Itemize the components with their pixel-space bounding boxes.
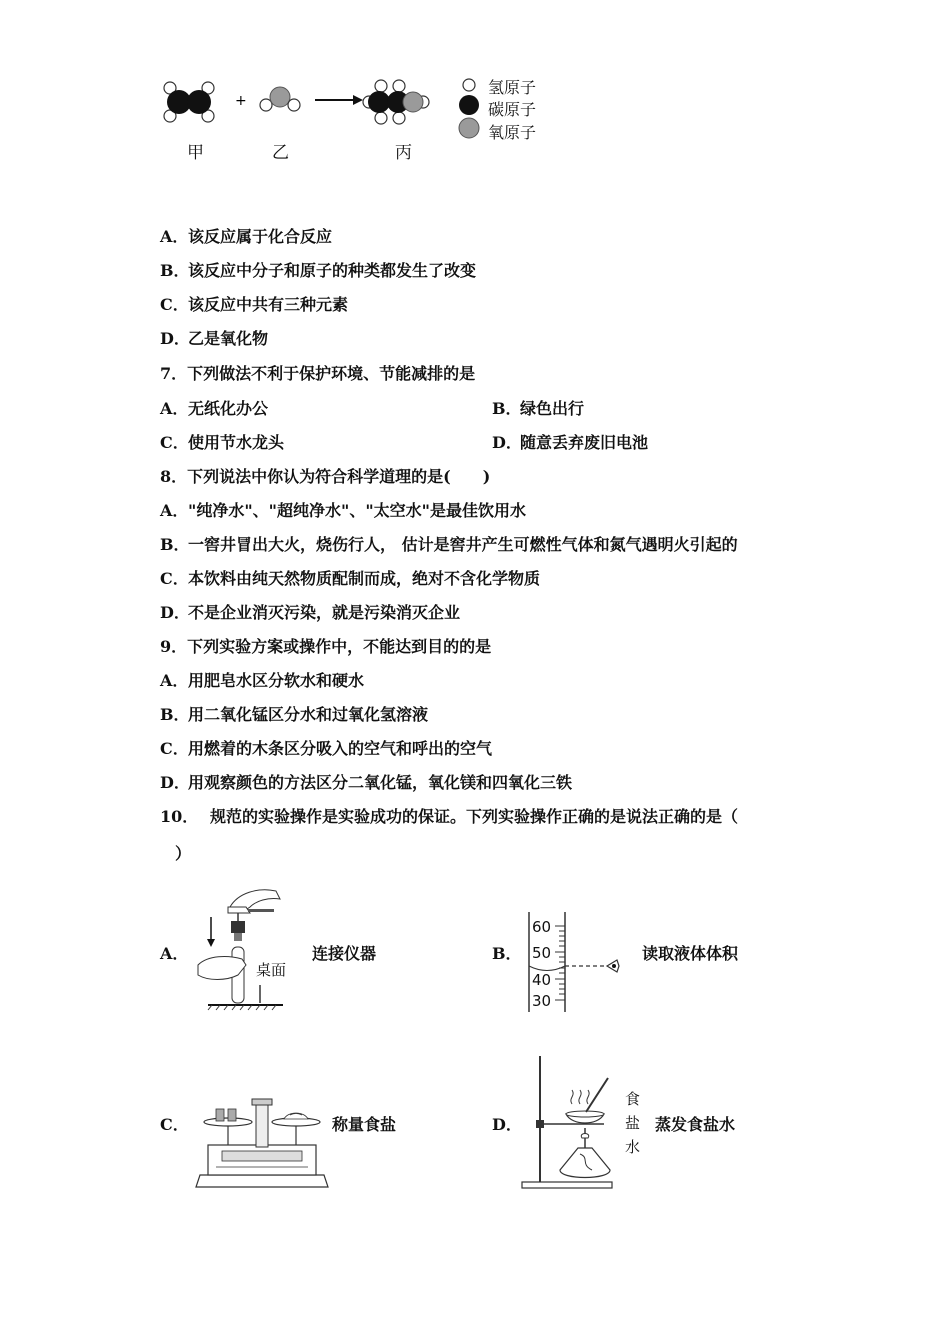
q9-option-c: C．用燃着的木条区分吸入的空气和呼出的空气 <box>160 739 493 758</box>
q10-option-c-caption: 称量食盐 <box>332 1115 397 1134</box>
q8-stem: 8．下列说法中你认为符合科学道理的是( ) <box>160 467 491 486</box>
figure-d-label-3: 水 <box>625 1138 641 1156</box>
cylinder-tick-30: 30 <box>532 992 552 1010</box>
q10-option-d-caption: 蒸发食盐水 <box>655 1115 736 1134</box>
q6-option-a: A．该反应属于化合反应 <box>160 227 333 246</box>
q7-option-d: D．随意丢弃废旧电池 <box>492 433 649 452</box>
q7-option-b: B．绿色出行 <box>492 399 585 418</box>
q7-option-c: C．使用节水龙头 <box>160 433 285 452</box>
cylinder-tick-50: 50 <box>532 944 552 962</box>
legend-oxygen: 氧原子 <box>488 123 537 142</box>
q8-option-b: B．一窖井冒出大火，烧伤行人， 估计是窖井产生可燃性气体和氮气遇明火引起的 <box>160 535 738 554</box>
q9-option-a: A．用肥皂水区分软水和硬水 <box>160 671 365 690</box>
q6-option-c: C．该反应中共有三种元素 <box>160 295 349 314</box>
legend-icons <box>459 79 479 138</box>
q10-stem-close: ） <box>175 844 192 863</box>
q8-option-d: D．不是企业消灭污染，就是污染消灭企业 <box>160 603 461 622</box>
label-yi: 乙 <box>272 143 289 163</box>
figure-balance-scale <box>192 1095 332 1190</box>
cylinder-tick-40: 40 <box>532 971 552 989</box>
q8-option-a: A．"纯净水"、"超纯净水"、"太空水"是最佳饮用水 <box>160 501 527 520</box>
q6-option-d: D．乙是氧化物 <box>160 329 269 348</box>
figure-connect-instruments <box>198 885 288 1010</box>
q10-option-b-letter: B． <box>492 944 522 963</box>
q7-stem: 7．下列做法不利于保护环境、节能减排的是 <box>160 364 476 383</box>
q9-option-d: D．用观察颜色的方法区分二氧化锰，氧化镁和四氧化三铁 <box>160 773 573 792</box>
label-bing: 丙 <box>395 143 412 163</box>
q9-stem: 9．下列实验方案或操作中，不能达到目的的是 <box>160 637 492 656</box>
q9-option-b: B．用二氧化锰区分水和过氧化氢溶液 <box>160 705 429 724</box>
cylinder-tick-60: 60 <box>532 918 552 936</box>
q10-stem: 10． 规范的实验操作是实验成功的保证。下列实验操作正确的是说法正确的是（ <box>160 807 739 826</box>
legend-carbon: 碳原子 <box>488 100 537 119</box>
molecule-bing-icon <box>363 80 429 124</box>
q10-option-d-letter: D． <box>492 1115 522 1134</box>
q10-option-b-caption: 读取液体体积 <box>642 944 739 963</box>
q10-option-a-letter: A． <box>160 944 189 963</box>
figure-evaporation-setup <box>520 1052 630 1192</box>
reaction-arrow-icon <box>315 95 363 105</box>
figure-d-label-2: 盐 <box>625 1114 641 1132</box>
q10-option-a-caption: 连接仪器 <box>312 944 377 963</box>
molecule-jia-icon <box>164 82 214 122</box>
plus-sign: + <box>235 93 247 109</box>
q10-option-c-letter: C． <box>160 1115 189 1134</box>
q7-option-a: A．无纸化办公 <box>160 399 269 418</box>
label-jia: 甲 <box>187 143 204 163</box>
figure-d-label-1: 食 <box>625 1090 641 1108</box>
molecule-yi-icon <box>260 87 300 111</box>
q6-option-b: B．该反应中分子和原子的种类都发生了改变 <box>160 261 477 280</box>
q8-option-c: C．本饮料由纯天然物质配制而成，绝对不含化学物质 <box>160 569 541 588</box>
legend-hydrogen: 氢原子 <box>488 78 537 97</box>
figure-a-table-label: 桌面 <box>256 961 287 979</box>
